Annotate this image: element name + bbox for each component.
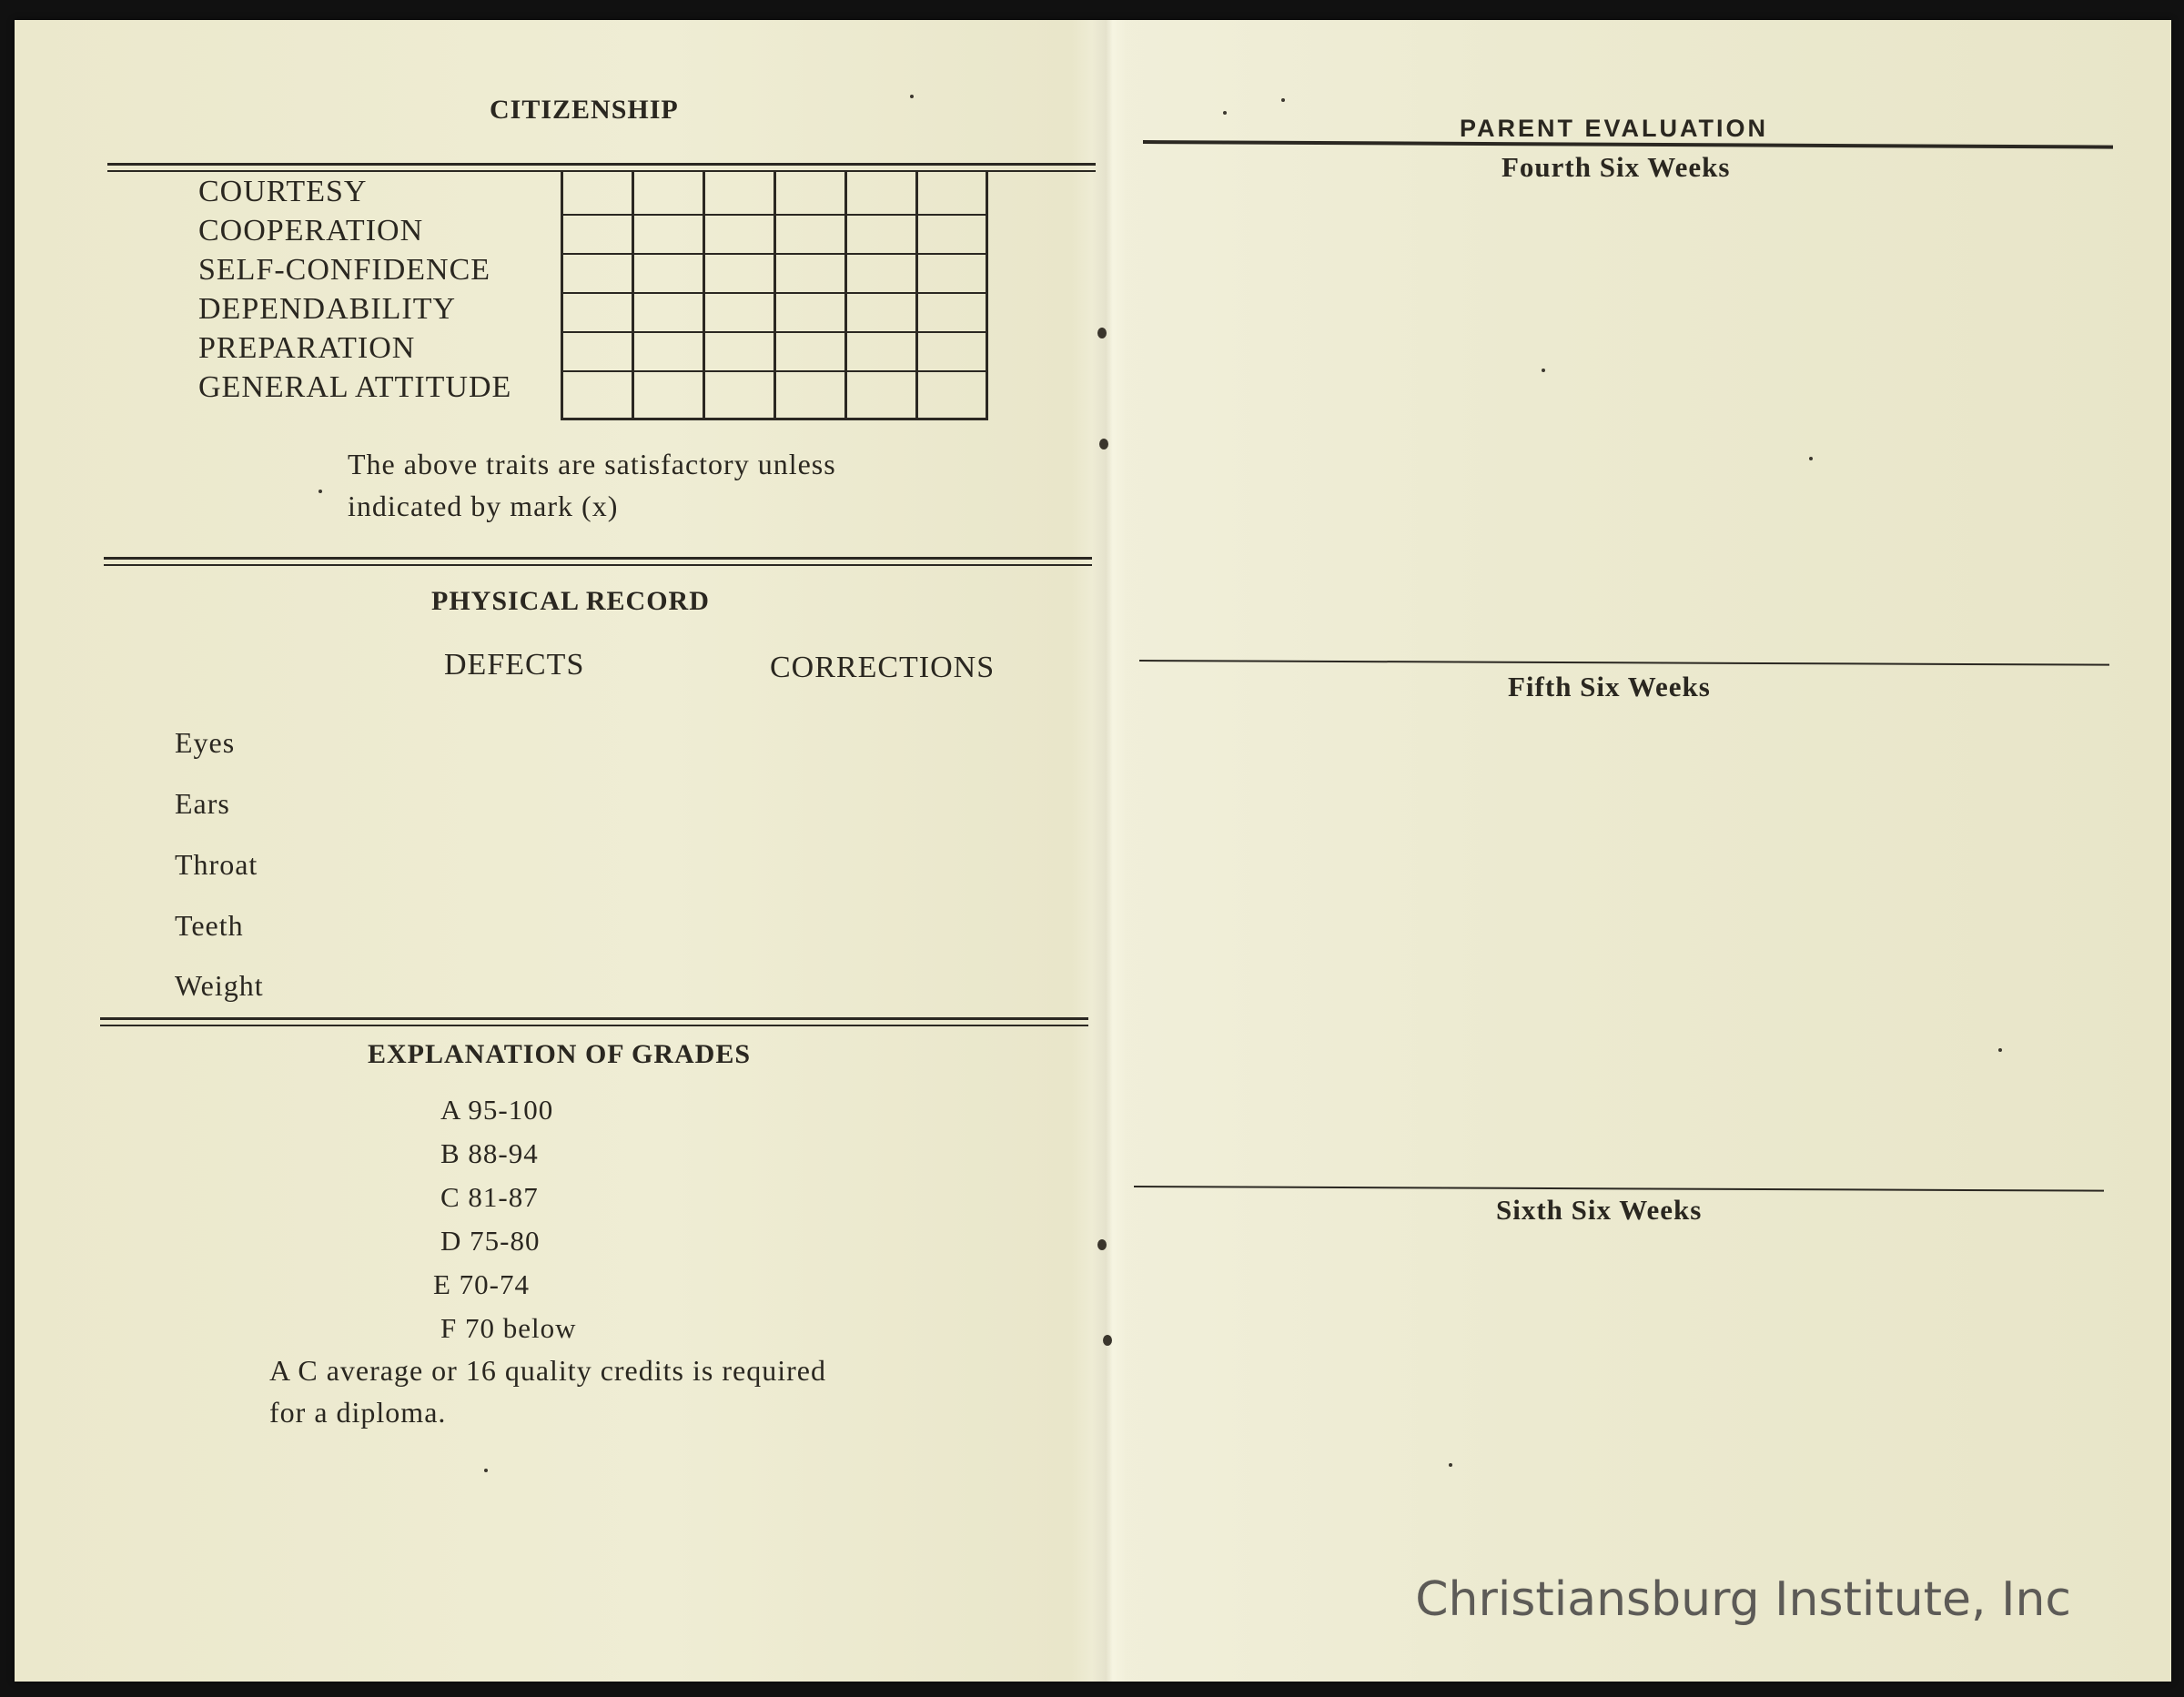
physical-row-label: Teeth bbox=[175, 909, 244, 942]
trait-label: COURTESY bbox=[198, 175, 368, 208]
physical-row-label: Throat bbox=[175, 848, 258, 881]
physical-rule-top bbox=[104, 557, 1092, 560]
parent-evaluation-title: PARENT EVALUATION bbox=[1460, 115, 1768, 142]
grade-line: C 81-87 bbox=[440, 1181, 539, 1213]
watermark-text: Christiansburg Institute, Inc bbox=[1415, 1572, 2071, 1627]
staple-upper bbox=[1099, 439, 1108, 450]
period-fourth-title: Fourth Six Weeks bbox=[1502, 151, 1731, 183]
physical-row-label: Weight bbox=[175, 969, 264, 1002]
staple-top bbox=[1097, 328, 1107, 338]
citizenship-note-line2: indicated by mark (x) bbox=[348, 490, 619, 522]
diploma-footnote-line2: for a diploma. bbox=[269, 1396, 447, 1429]
period-divider-1 bbox=[1139, 660, 2109, 666]
report-card bbox=[15, 20, 2171, 1682]
citizenship-note-line1: The above traits are satisfactory unless bbox=[348, 448, 836, 480]
center-fold bbox=[1092, 20, 1127, 1682]
trait-label: PREPARATION bbox=[198, 331, 416, 365]
defects-header: DEFECTS bbox=[444, 648, 585, 682]
period-sixth-title: Sixth Six Weeks bbox=[1496, 1194, 1703, 1226]
period-fifth-title: Fifth Six Weeks bbox=[1508, 671, 1711, 702]
physical-row-label: Eyes bbox=[175, 726, 236, 759]
trait-label: DEPENDABILITY bbox=[198, 292, 457, 326]
grade-line: E 70-74 bbox=[433, 1268, 531, 1300]
grades-title: EXPLANATION OF GRADES bbox=[368, 1039, 752, 1069]
staple-bottom bbox=[1103, 1335, 1112, 1346]
citizenship-title: CITIZENSHIP bbox=[490, 95, 679, 125]
physical-rule-bottom bbox=[104, 564, 1092, 566]
physical-record-title: PHYSICAL RECORD bbox=[431, 586, 710, 616]
grade-line: D 75-80 bbox=[440, 1225, 541, 1257]
citizenship-mark-grid bbox=[561, 172, 988, 420]
grade-line: F 70 below bbox=[440, 1312, 577, 1344]
trait-label: COOPERATION bbox=[198, 214, 424, 247]
diploma-footnote-line1: A C average or 16 quality credits is required bbox=[269, 1354, 826, 1387]
period-divider-2 bbox=[1134, 1186, 2104, 1192]
corrections-header: CORRECTIONS bbox=[770, 651, 996, 684]
grades-rule-top bbox=[100, 1017, 1088, 1020]
citizenship-rule-top bbox=[107, 163, 1096, 166]
trait-label: SELF-CONFIDENCE bbox=[198, 253, 491, 287]
physical-row-label: Ears bbox=[175, 787, 230, 820]
staple-lower bbox=[1097, 1239, 1107, 1250]
grades-rule-bottom bbox=[100, 1025, 1088, 1026]
grade-line: A 95-100 bbox=[440, 1094, 554, 1126]
trait-label: GENERAL ATTITUDE bbox=[198, 370, 512, 404]
grade-line: B 88-94 bbox=[440, 1137, 539, 1169]
